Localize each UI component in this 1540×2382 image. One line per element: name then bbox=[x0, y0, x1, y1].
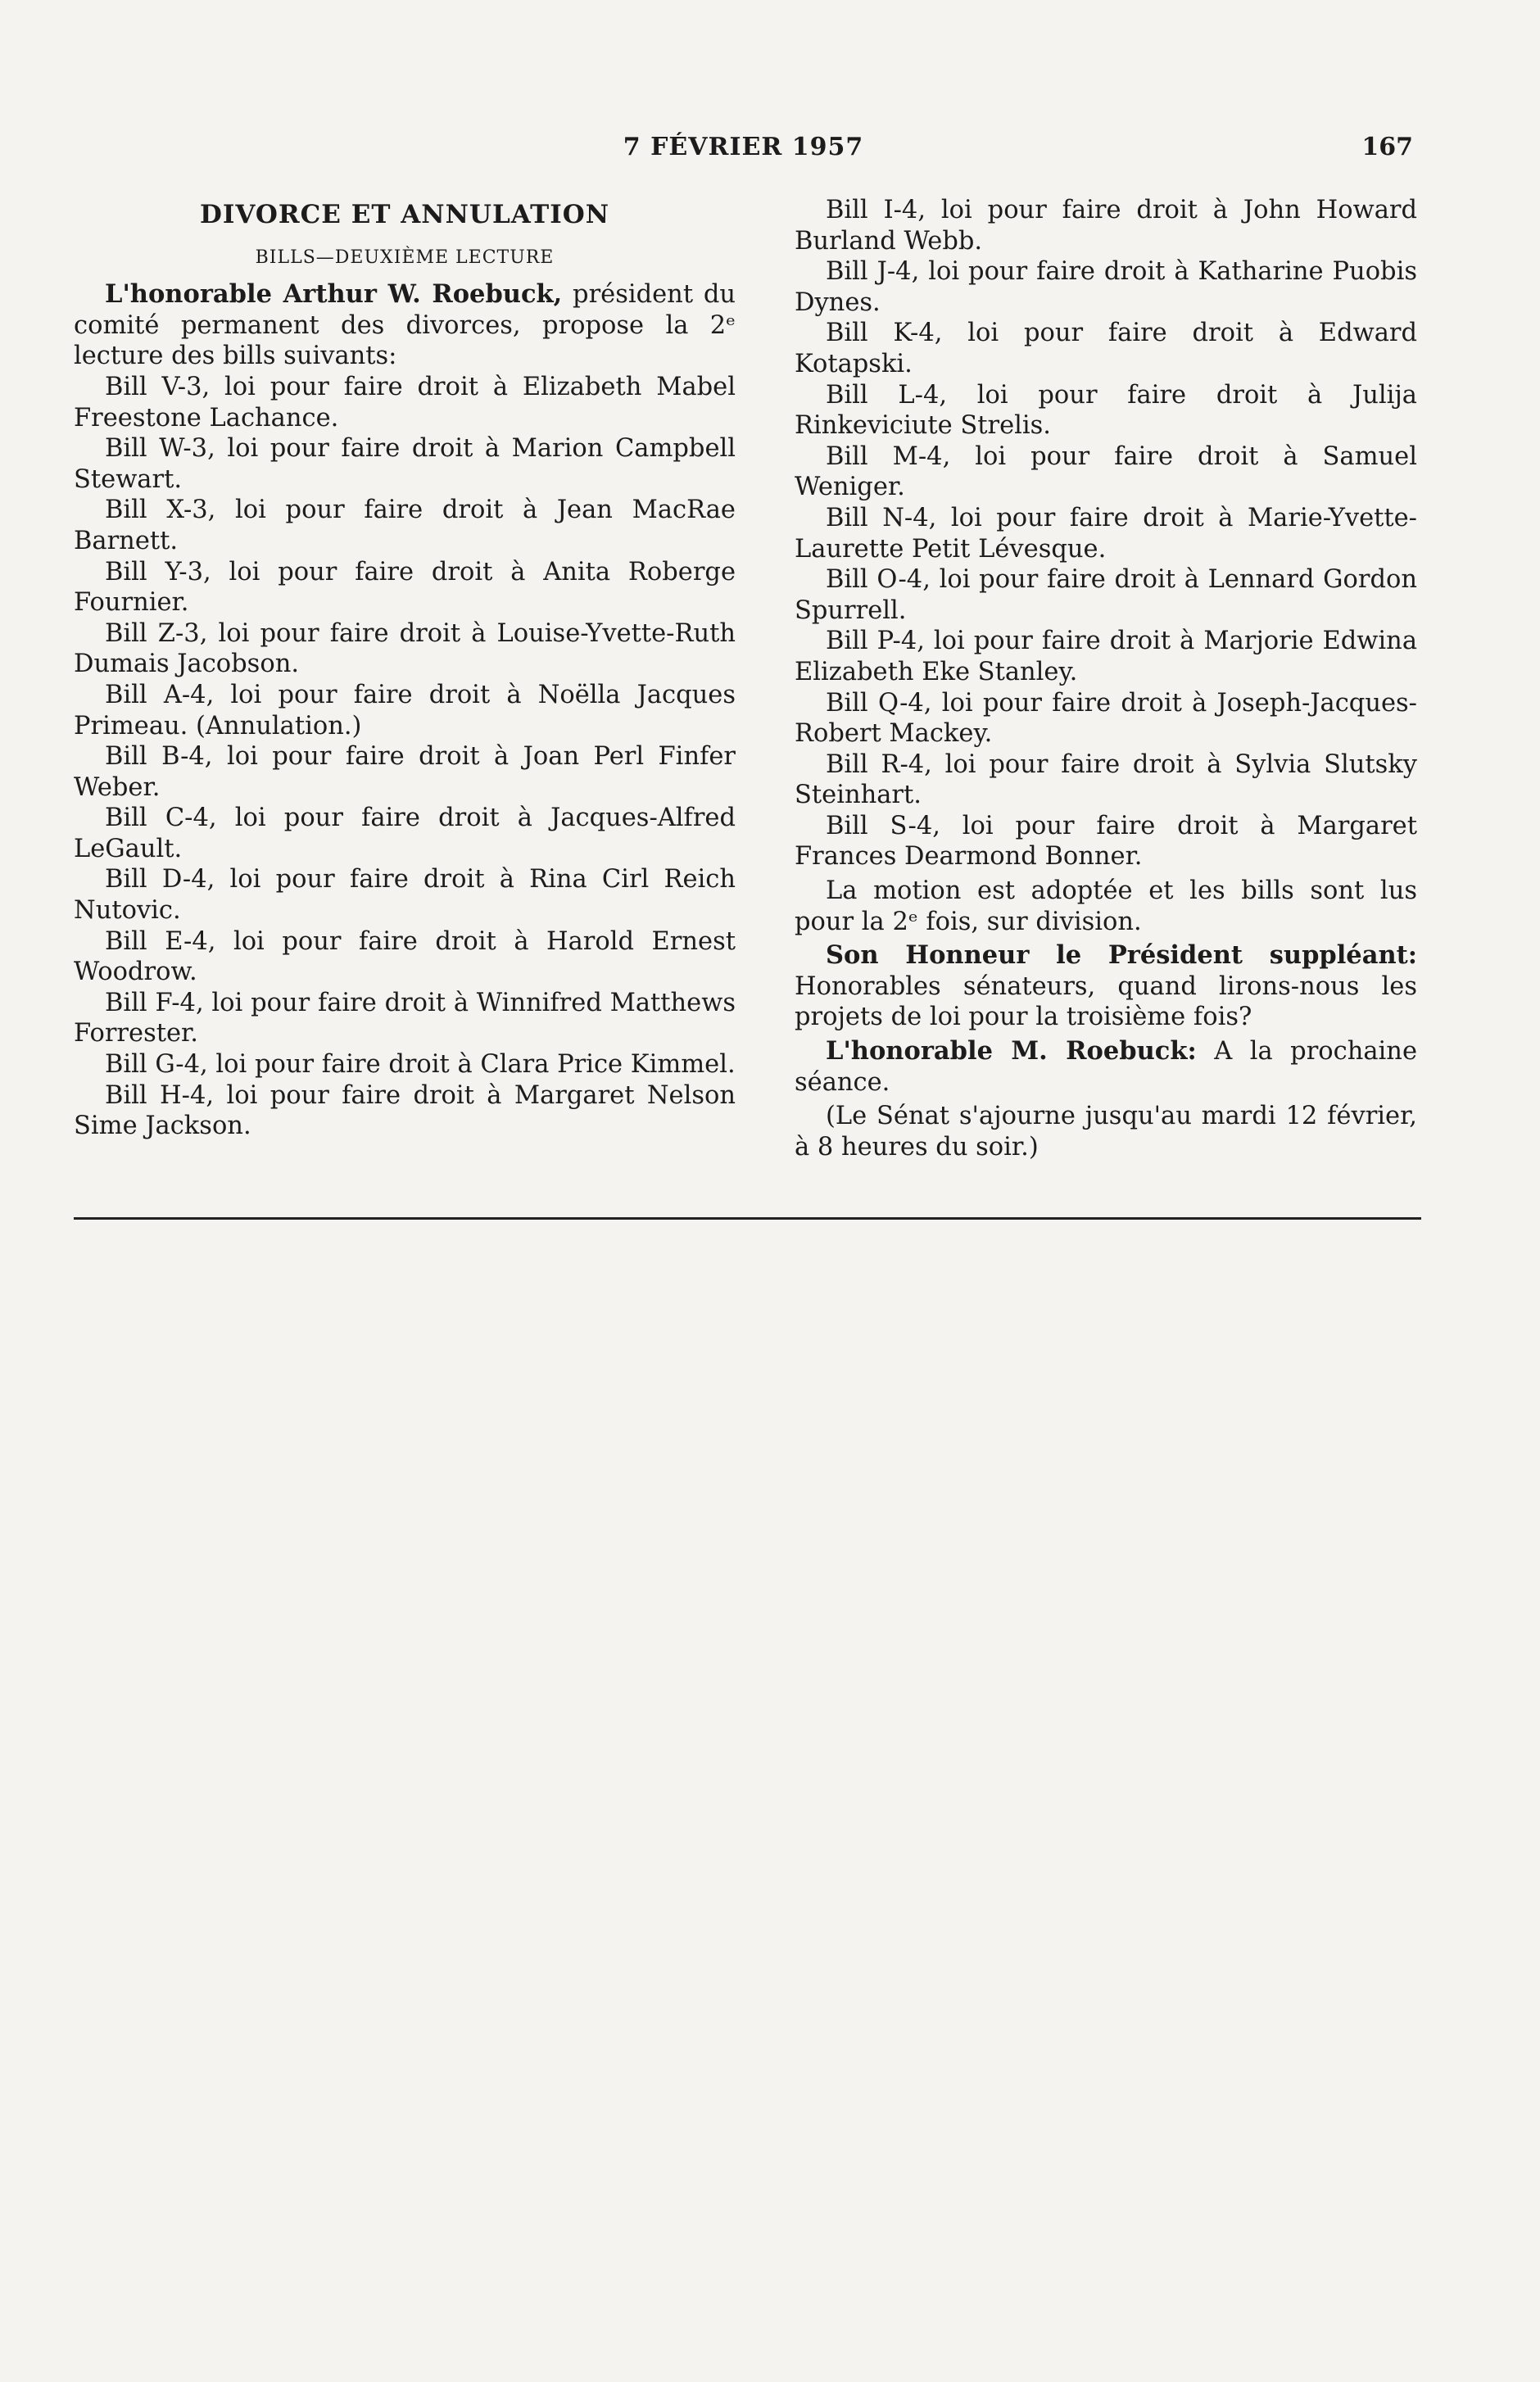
bill-paragraph: Bill S-4, loi pour faire droit à Margaret Frances Dearmond Bonner. bbox=[795, 811, 1417, 872]
bill-paragraph: Bill M-4, loi pour faire droit à Samuel Weniger. bbox=[795, 442, 1417, 502]
bill-paragraph: Bill L-4, loi pour faire droit à Julija Rinkeviciute Strelis. bbox=[795, 380, 1417, 441]
header-date: 7 FÉVRIER 1957 bbox=[623, 133, 864, 161]
bill-paragraph: Bill E-4, loi pour faire droit à Harold Ernest Woodrow. bbox=[74, 926, 736, 987]
speaker-name: L'honorable M. Roebuck: bbox=[826, 1036, 1197, 1066]
speech-paragraph bbox=[795, 1036, 1417, 1098]
page-number: 167 bbox=[1361, 133, 1413, 161]
right-column bbox=[795, 195, 1417, 1162]
bill-paragraph: Bill O-4, loi pour faire droit à Lennard Gordon Spurrell. bbox=[795, 565, 1417, 625]
bill-paragraph: Bill C-4, loi pour faire droit à Jacques-Alfred LeGault. bbox=[74, 804, 736, 863]
subsection-title: BILLS—DEUXIÈME LECTURE bbox=[255, 247, 555, 268]
bill-paragraph: Bill H-4, loi pour faire droit à Margaret Nelson Sime Jackson. bbox=[74, 1080, 736, 1141]
bill-paragraph: Bill V-3, loi pour faire droit à Elizabeth Mabel Freestone Lachance. bbox=[74, 372, 736, 432]
bill-paragraph: Bill Z-3, loi pour faire droit à Louise-Yvette-Ruth Dumais Jacobson. bbox=[74, 618, 736, 679]
bill-paragraph: Bill P-4, loi pour faire droit à Marjorie Edwina Elizabeth Eke Stanley. bbox=[795, 627, 1417, 686]
bill-paragraph: Bill A-4, loi pour faire droit à Noëlla Jacques Primeau. (Annulation.) bbox=[74, 680, 736, 740]
left-column bbox=[74, 195, 736, 1142]
bill-paragraph: Bill N-4, loi pour faire droit à Marie-Yvette-Laurette Petit Lévesque. bbox=[795, 503, 1417, 564]
section-title: DIVORCE ET ANNULATION bbox=[199, 200, 610, 229]
bill-paragraph: Bill R-4, loi pour faire droit à Sylvia Slutsky Steinhart. bbox=[795, 749, 1417, 810]
intro-speaker: L'honorable Arthur W. Roebuck, bbox=[105, 279, 563, 310]
speaker-name: Son Honneur le Président suppléant: bbox=[826, 940, 1417, 971]
bill-paragraph: Bill Y-3, loi pour faire droit à Anita Roberge Fournier. bbox=[74, 557, 736, 618]
horizontal-rule bbox=[74, 1217, 1421, 1220]
bill-paragraph: Bill G-4, loi pour faire droit à Clara Price Kimmel. bbox=[105, 1050, 736, 1080]
bill-paragraph: Bill J-4, loi pour faire droit à Katharine Puobis Dynes. bbox=[795, 257, 1417, 317]
intro-paragraph bbox=[74, 279, 736, 372]
speech-text: Honorables sénateurs, quand lirons-nous les projets de loi pour la troisième fois? bbox=[795, 971, 1417, 1032]
bill-paragraph: Bill D-4, loi pour faire droit à Rina Cirl Reich Nutovic. bbox=[74, 865, 736, 926]
running-header bbox=[74, 133, 1413, 174]
bill-paragraph: Bill F-4, loi pour faire droit à Winnifred Matthews Forrester. bbox=[74, 988, 736, 1048]
adjournment-paragraph: (Le Sénat s'ajourne jusqu'au mardi 12 février, à 8 heures du soir.) bbox=[795, 1102, 1417, 1162]
speech-text: A la prochaine séance. bbox=[795, 1037, 1417, 1097]
bill-paragraph: Bill W-3, loi pour faire droit à Marion Campbell Stewart. bbox=[74, 434, 736, 494]
bill-paragraph: Bill K-4, loi pour faire droit à Edward Kotapski. bbox=[795, 319, 1417, 378]
speech-paragraph bbox=[795, 940, 1417, 1033]
motion-paragraph: La motion est adoptée et les bills sont lus pour la 2ᵉ fois, sur division. bbox=[795, 876, 1417, 936]
bill-paragraph: Bill B-4, loi pour faire droit à Joan Perl Finfer Weber. bbox=[74, 742, 736, 802]
intro-text: président du comité permanent des divorces, propose la 2ᵉ lecture des bills suivants: bbox=[74, 280, 736, 371]
bill-paragraph: Bill I-4, loi pour faire droit à John Howard Burland Webb. bbox=[795, 196, 1417, 256]
bill-paragraph: Bill Q-4, loi pour faire droit à Joseph-Jacques-Robert Mackey. bbox=[795, 688, 1417, 749]
bill-paragraph: Bill X-3, loi pour faire droit à Jean MacRae Barnett. bbox=[74, 496, 736, 555]
